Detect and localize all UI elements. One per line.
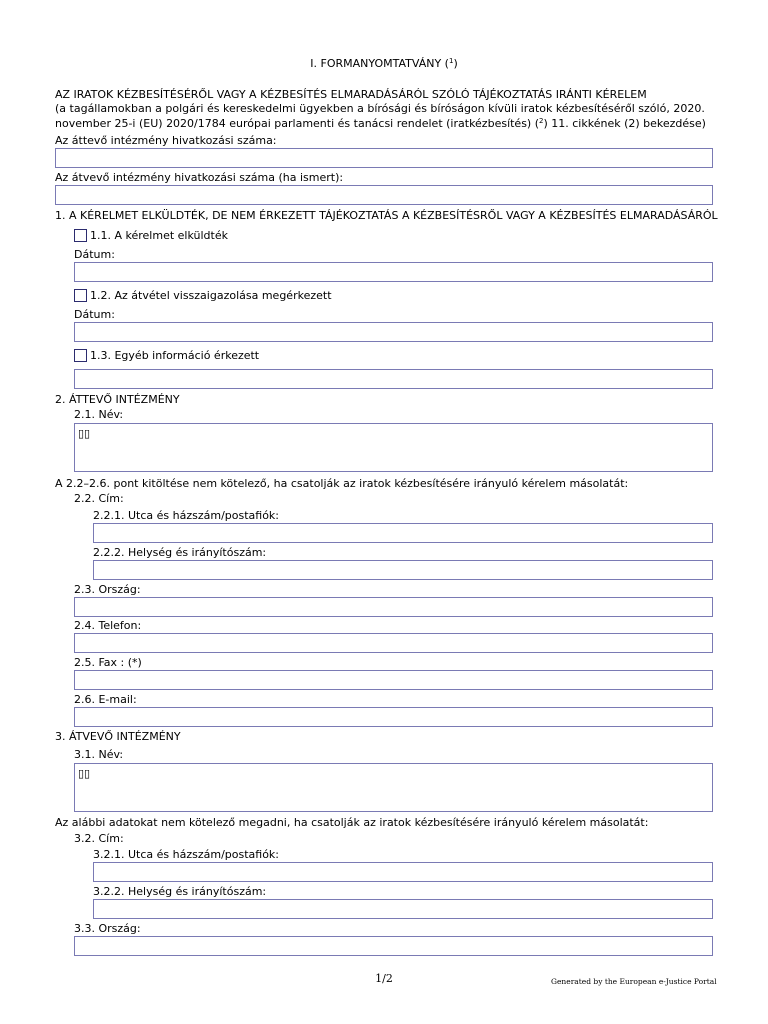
receipt-ack-checkbox[interactable] <box>74 289 87 302</box>
receiver-country-label: 3.3. Ország: <box>74 922 141 935</box>
sender-street-field[interactable] <box>93 523 713 543</box>
receiver-street-field[interactable] <box>93 862 713 882</box>
form-title: I. FORMANYOMTATVÁNY ($^1$) <box>310 57 458 70</box>
sender-ref-label: Az áttevő intézmény hivatkozási száma: <box>55 134 277 147</box>
sender-street-label: 2.2.1. Utca és házszám/postafiók: <box>93 509 280 522</box>
receipt-ack-date-field[interactable] <box>74 322 713 342</box>
receiver-city-field[interactable] <box>93 899 713 919</box>
request-sent-checkbox[interactable] <box>74 229 87 242</box>
receiver-name-value: ▯▯ <box>78 767 91 780</box>
other-info-label: 1.3. Egyéb információ érkezett <box>90 349 260 362</box>
other-info-field[interactable] <box>74 369 713 389</box>
receiver-name-field[interactable] <box>74 763 713 812</box>
sender-name-field[interactable] <box>74 423 713 472</box>
sender-name-label: 2.1. Név: <box>74 408 124 421</box>
form-title-note: 1 <box>448 57 454 65</box>
sender-phone-label: 2.4. Telefon: <box>74 619 142 632</box>
sender-email-label: 2.6. E-mail: <box>74 693 137 706</box>
section1-title: 1. A KÉRELMET ELKÜLDTÉK, DE NEM ÉRKEZETT TÁJÉKOZTATÁS A KÉZBESÍTÉSRŐL VAGY A KÉZBESÍTÉS ELMARADÁSÁRÓL <box>55 209 718 222</box>
section3-title: 3. ÁTVEVŐ INTÉZMÉNY <box>55 730 181 743</box>
sender-country-label: 2.3. Ország: <box>74 583 141 596</box>
request-sent-label: 1.1. A kérelmet elküldték <box>90 229 228 242</box>
subtitle-note: 2 <box>539 117 544 125</box>
form-subtitle-line2: november 25-i (EU) 2020/1784 európai parlamenti és tanácsi rendelet (iratkézbesítés) ($^2$) 11. cikkének (2) bekezdése) <box>55 117 706 130</box>
receiver-ref-field[interactable] <box>55 185 713 205</box>
date-label: Dátum: <box>74 308 115 321</box>
sender-city-field[interactable] <box>93 560 713 580</box>
page-number: 1/2 <box>375 972 393 985</box>
form-subtitle-line1: (a tagállamokban a polgári és kereskedelmi ügyekben a bírósági és bíróságon kívüli iratok kézbesítéséről szóló, 2020. <box>55 102 705 115</box>
sender-fax-field[interactable] <box>74 670 713 690</box>
section2-title: 2. ÁTTEVŐ INTÉZMÉNY <box>55 393 180 406</box>
section3-optional-note: Az alábbi adatokat nem kötelező megadni, ha csatolják az iratok kézbesítésére irányuló kérelem másolatát: <box>55 816 649 829</box>
generated-by-note: Generated by the European e-Justice Portal <box>551 977 717 986</box>
sender-email-field[interactable] <box>74 707 713 727</box>
receiver-city-label: 3.2.2. Helység és irányítószám: <box>93 885 267 898</box>
section2-optional-note: A 2.2–2.6. pont kitöltése nem kötelező, ha csatolják az iratok kézbesítésére irányuló kérelem másolatát: <box>55 477 629 490</box>
sender-country-field[interactable] <box>74 597 713 617</box>
receiver-country-field[interactable] <box>74 936 713 956</box>
sender-name-value: ▯▯ <box>78 427 91 440</box>
request-sent-date-field[interactable] <box>74 262 713 282</box>
sender-address-label: 2.2. Cím: <box>74 492 124 505</box>
receiver-address-label: 3.2. Cím: <box>74 832 124 845</box>
sender-phone-field[interactable] <box>74 633 713 653</box>
receiver-street-label: 3.2.1. Utca és házszám/postafiók: <box>93 848 280 861</box>
form-heading: AZ IRATOK KÉZBESÍTÉSÉRŐL VAGY A KÉZBESÍTÉS ELMARADÁSÁRÓL SZÓLÓ TÁJÉKOZTATÁS IRÁNTI KÉRELEM <box>55 88 647 101</box>
receiver-ref-label: Az átvevő intézmény hivatkozási száma (ha ismert): <box>55 171 344 184</box>
receipt-ack-label: 1.2. Az átvétel visszaigazolása megérkezett <box>90 289 332 302</box>
other-info-checkbox[interactable] <box>74 349 87 362</box>
sender-ref-field[interactable] <box>55 148 713 168</box>
sender-fax-label: 2.5. Fax : (*) <box>74 656 142 669</box>
date-label: Dátum: <box>74 248 115 261</box>
sender-city-label: 2.2.2. Helység és irányítószám: <box>93 546 267 559</box>
receiver-name-label: 3.1. Név: <box>74 748 124 761</box>
